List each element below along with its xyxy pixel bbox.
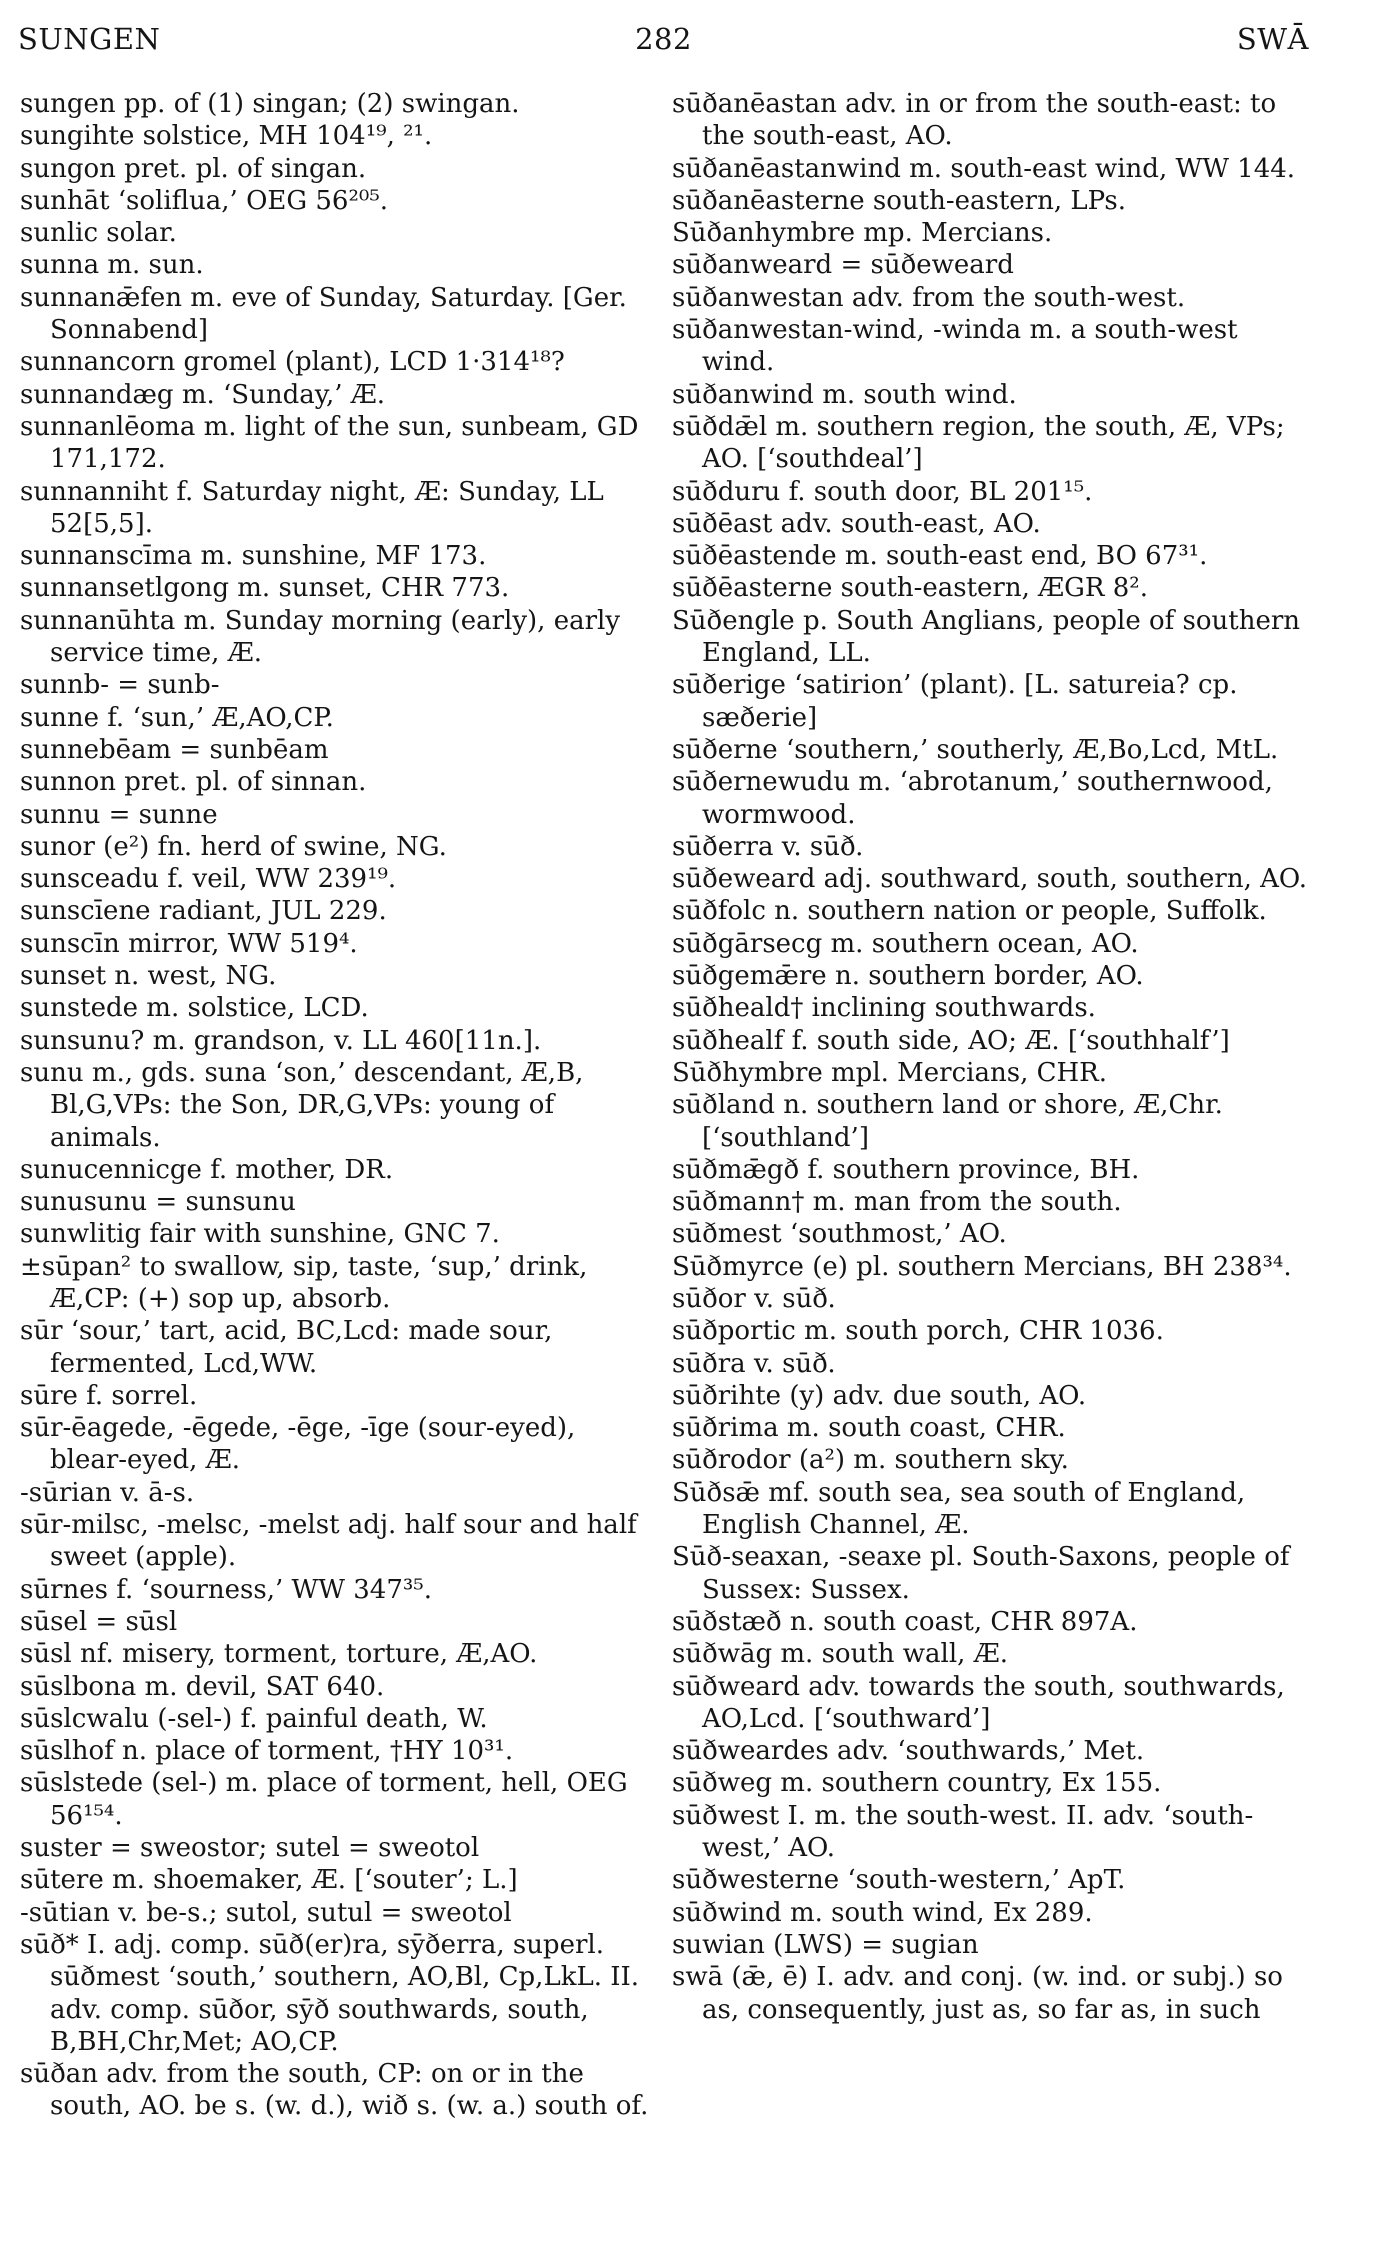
dictionary-entry: sūðwind m. south wind, Ex 289. <box>672 1897 1093 1928</box>
dictionary-entry: sūðerra v. sūð. <box>672 831 864 862</box>
dictionary-entry: Sūðmyrce (e) pl. southern Mercians, BH 238³⁴. <box>672 1251 1292 1282</box>
dictionary-entry: sūðanweard = sūðeweard <box>672 250 1014 281</box>
dictionary-entry: sūðanēasterne south-eastern, LPs. <box>672 185 1127 216</box>
dictionary-entry: sūðanwestan-wind, -winda m. a south-west wind. <box>672 315 1238 378</box>
dictionary-entry: Sūð-seaxan, -seaxe pl. South-Saxons, people of Sussex: Sussex. <box>672 1542 1290 1605</box>
dictionary-entry: sungihte solstice, MH 104¹⁹, ²¹. <box>20 121 433 152</box>
dictionary-entry: sūslhof n. place of torment, †HY 10³¹. <box>20 1736 514 1767</box>
dictionary-entry: sunucennicge f. mother, DR. <box>20 1154 394 1185</box>
dictionary-entry: sūðerne ‘southern,’ southerly, Æ,Bo,Lcd, MtL. <box>672 734 1279 765</box>
dictionary-entry: sunnu = sunne <box>20 799 218 830</box>
dictionary-entry: sūtere m. shoemaker, Æ. [‘souter’; L.] <box>20 1865 518 1896</box>
dictionary-entry: sūðor v. sūð. <box>672 1283 836 1314</box>
dictionary-entry: sunscīene radiant, JUL 229. <box>20 896 387 927</box>
dictionary-entry: sunnanscīma m. sunshine, MF 173. <box>20 541 487 572</box>
dictionary-entry: -sūtian v. be-s.; sutol, sutul = sweotol <box>20 1897 512 1928</box>
dictionary-entry: sūðēast adv. south-east, AO. <box>672 508 1041 539</box>
dictionary-entry: sūðland n. southern land or shore, Æ,Chr. [‘southland’] <box>672 1090 1223 1153</box>
dictionary-entry: sungon pret. pl. of singan. <box>20 153 367 184</box>
dictionary-entry: sūðportic m. south porch, CHR 1036. <box>672 1316 1164 1347</box>
dictionary-entry: sunset n. west, NG. <box>20 961 277 992</box>
dictionary-entry: sūðmann† m. man from the south. <box>672 1187 1122 1218</box>
dictionary-entry: sunnansetlgong m. sunset, CHR 773. <box>20 573 510 604</box>
dictionary-entry: sūðrodor (a²) m. southern sky. <box>672 1445 1069 1476</box>
dictionary-entry: sūðeweard adj. southward, south, southern, AO. <box>672 864 1307 895</box>
header-right-guideword: SWĀ <box>1236 22 1309 56</box>
dictionary-entry: sunsunu? m. grandson, v. LL 460[11n.]. <box>20 1025 542 1056</box>
dictionary-entry: sūðrima m. south coast, CHR. <box>672 1413 1066 1444</box>
dictionary-entry: sūðgārsecg m. southern ocean, AO. <box>672 928 1139 959</box>
dictionary-entry: suwian (LWS) = sugian <box>672 1929 979 1960</box>
dictionary-entry: sūðanēastanwind m. south-east wind, WW 144. <box>672 153 1296 184</box>
dictionary-entry: sūð* I. adj. comp. sūð(er)ra, sȳðerra, superl. sūðmest ‘south,’ southern, AO,Bl, Cp,LkL. II. adv. comp. sūðor, sȳð southwards, south, B,BH,Chr,Met; AO,CP. <box>20 1929 640 2057</box>
dictionary-entry: -sūrian v. ā-s. <box>20 1477 195 1508</box>
dictionary-entry: sūðwesterne ‘south-western,’ ApT. <box>672 1865 1126 1896</box>
dictionary-entry: sunstede m. solstice, LCD. <box>20 993 369 1024</box>
dictionary-entry: sunlic solar. <box>20 218 177 249</box>
running-head <box>18 22 1309 62</box>
dictionary-entry: suster = sweostor; sutel = sweotol <box>20 1833 480 1864</box>
dictionary-entry: sūsel = sūsl <box>20 1606 178 1637</box>
dictionary-entry: sūr-ēagede, -ēgede, -ēge, -īge (sour-eyed), blear-eyed, Æ. <box>20 1413 576 1476</box>
dictionary-entry: sunsceadu f. veil, WW 239¹⁹. <box>20 864 397 895</box>
dictionary-entry: sūðhealf f. south side, AO; Æ. [‘southhalf’] <box>672 1025 1230 1056</box>
dictionary-entry: sūðēasterne south-eastern, ÆGR 8². <box>672 573 1148 604</box>
dictionary-entry: sunusunu = sunsunu <box>20 1187 296 1218</box>
dictionary-entry: sungen pp. of (1) singan; (2) swingan. <box>20 89 520 119</box>
dictionary-entry: sūðheald† inclining southwards. <box>672 993 1096 1024</box>
dictionary-entry: sūðstæð n. south coast, CHR 897A. <box>672 1606 1138 1637</box>
dictionary-entry: sūðanwind m. south wind. <box>672 379 1017 410</box>
dictionary-entry: sūðan adv. from the south, CP: on or in the south, AO. be s. (w. d.), wið s. (w. a.) south of. <box>20 2059 649 2122</box>
dictionary-entry: sūðra v. sūð. <box>672 1348 836 1379</box>
dictionary-entry: sunnanniht f. Saturday night, Æ: Sunday, LL 52[5,5]. <box>20 476 604 539</box>
dictionary-entry: sūðweardes adv. ‘southwards,’ Met. <box>672 1736 1145 1767</box>
dictionary-entry: sūðēastende m. south-east end, BO 67³¹. <box>672 541 1208 572</box>
dictionary-entry: sunu m., gds. suna ‘son,’ descendant, Æ,B, Bl,G,VPs: the Son, DR,G,VPs: young of animals. <box>20 1057 584 1153</box>
dictionary-entry: sūðrihte (y) adv. due south, AO. <box>672 1380 1087 1411</box>
dictionary-entry: sūðernewudu m. ‘abrotanum,’ southernwood, wormwood. <box>672 767 1273 830</box>
dictionary-entry: Sūðsǣ mf. south sea, sea south of England, English Channel, Æ. <box>672 1477 1246 1541</box>
dictionary-entry: sunhāt ‘soliflua,’ OEG 56²⁰⁵. <box>20 185 389 216</box>
dictionary-entry: sunnon pret. pl. of sinnan. <box>20 767 367 798</box>
dictionary-entry: sūslbona m. devil, SAT 640. <box>20 1671 385 1702</box>
dictionary-entry: sūrnes f. ‘sourness,’ WW 347³⁵. <box>20 1574 432 1605</box>
header-left-guideword: SUNGEN <box>18 22 161 56</box>
dictionary-entry: sūðfolc n. southern nation or people, Suffolk. <box>672 896 1267 927</box>
dictionary-entry: sunnandæg m. ‘Sunday,’ Æ. <box>20 379 386 410</box>
dictionary-entry: sūðerige ‘satirion’ (plant). [L. satureia? cp. sæðerie] <box>672 670 1238 733</box>
dictionary-entry: sūðanwestan adv. from the south-west. <box>672 282 1186 313</box>
dictionary-entry: sūðwāg m. south wall, Æ. <box>672 1639 1008 1670</box>
dictionary-entry: sunor (e²) fn. herd of swine, NG. <box>20 831 447 862</box>
dictionary-entry: sūðweard adv. towards the south, southwards, AO,Lcd. [‘southward’] <box>672 1671 1285 1734</box>
dictionary-entry: sūðduru f. south door, BL 201¹⁵. <box>672 476 1093 507</box>
dictionary-entry: Sūðhymbre mpl. Mercians, CHR. <box>672 1057 1108 1088</box>
dictionary-entry: sunnanlēoma m. light of the sun, sunbeam, GD 171,172. <box>20 411 639 475</box>
dictionary-entry: sūr ‘sour,’ tart, acid, BC,Lcd: made sour, fermented, Lcd,WW. <box>20 1316 553 1379</box>
dictionary-entry: swā (ǣ, ē) I. adv. and conj. (w. ind. or subj.) so as, consequently, just as, so far as, in such <box>672 1962 1283 2025</box>
dictionary-entry: sūsl nf. misery, torment, torture, Æ,AO. <box>20 1639 538 1670</box>
dictionary-entry: sūslcwalu (-sel-) f. painful death, W. <box>20 1703 488 1734</box>
dictionary-entry: sunwlitig fair with sunshine, GNC 7. <box>20 1219 500 1250</box>
dictionary-entry: sunnanūhta m. Sunday morning (early), early service time, Æ. <box>20 605 621 669</box>
dictionary-entry: sūðgemǣre n. southern border, AO. <box>672 961 1144 992</box>
dictionary-entry: sūðmest ‘southmost,’ AO. <box>672 1219 1007 1250</box>
dictionary-entry: sunnancorn gromel (plant), LCD 1·314¹⁸? <box>20 347 565 378</box>
dictionary-entry: sūre f. sorrel. <box>20 1380 198 1411</box>
page-number: 282 <box>635 22 692 56</box>
left-column <box>20 88 658 2123</box>
dictionary-entry: Sūðanhymbre mp. Mercians. <box>672 218 1053 249</box>
dictionary-entry: sunnb- = sunb- <box>20 670 220 701</box>
dictionary-entry: sūr-milsc, -melsc, -melst adj. half sour and half sweet (apple). <box>20 1510 637 1573</box>
dictionary-entry: Sūðengle p. South Anglians, people of southern England, LL. <box>672 605 1301 669</box>
dictionary-entry: sunna m. sun. <box>20 250 204 281</box>
right-column <box>672 88 1312 2026</box>
dictionary-entry: sūðwest I. m. the south-west. II. adv. ‘south-west,’ AO. <box>672 1800 1254 1864</box>
dictionary-entry: sūslstede (sel-) m. place of torment, hell, OEG 56¹⁵⁴. <box>20 1768 628 1831</box>
dictionary-entry: sunnebēam = sunbēam <box>20 734 329 765</box>
dictionary-entry: sunscīn mirror, WW 519⁴. <box>20 928 358 959</box>
dictionary-entry: sūðdǣl m. southern region, the south, Æ, VPs; AO. [‘southdeal’] <box>672 411 1285 475</box>
dictionary-entry: sūðmǣgð f. southern province, BH. <box>672 1154 1140 1185</box>
dictionary-entry: sunne f. ‘sun,’ Æ,AO,CP. <box>20 702 334 733</box>
dictionary-entry: sūðanēastan adv. in or from the south-east: to the south-east, AO. <box>672 89 1277 152</box>
dictionary-entry: ±sūpan² to swallow, sip, taste, ‘sup,’ drink, Æ,CP: (+) sop up, absorb. <box>20 1251 588 1314</box>
dictionary-entry: sunnanǣfen m. eve of Sunday, Saturday. [Ger. Sonnabend] <box>20 282 627 346</box>
dictionary-entry: sūðweg m. southern country, Ex 155. <box>672 1768 1162 1799</box>
